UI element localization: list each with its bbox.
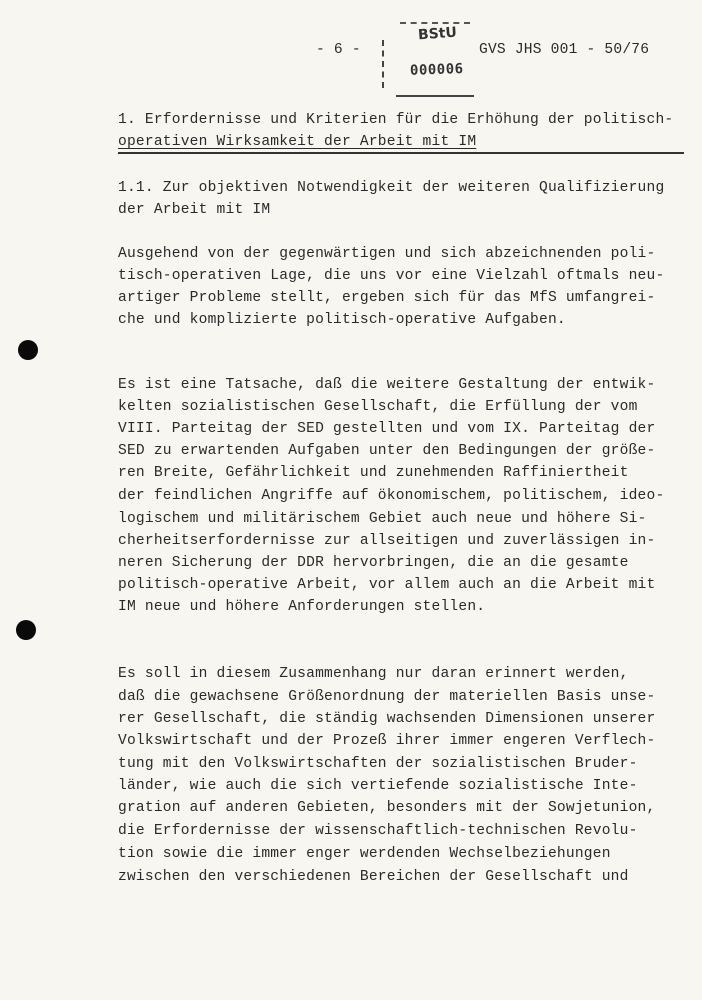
paragraph-line: logischem und militärischem Gebiet auch neue und höhere Si- <box>118 511 647 527</box>
paragraph-line: che und komplizierte politisch-operative Aufgaben. <box>118 312 566 328</box>
punch-hole-top <box>18 340 38 360</box>
paragraph-line: Volkswirtschaft und der Prozeß ihrer immer engeren Verflech- <box>118 733 656 749</box>
paragraph-line: tung mit den Volkswirtschaften der sozialistischen Bruder- <box>118 756 638 772</box>
paragraph-line: rer Gesellschaft, die ständig wachsenden Dimensionen unserer <box>118 711 656 727</box>
stamp-border-bottom <box>396 95 474 97</box>
section-heading-line-1: 1. Erfordernisse und Kriterien für die Erhöhung der politisch- <box>118 112 674 128</box>
stamp-border-left <box>382 40 384 88</box>
paragraph-line: länder, wie auch die sich vertiefende sozialistische Inte- <box>118 778 638 794</box>
paragraph-line: SED zu erwartenden Aufgaben unter den Bedingungen der größe- <box>118 443 656 459</box>
section-heading-rule <box>118 152 684 154</box>
paragraph-line: ren Breite, Gefährlichkeit und zunehmenden Raffiniertheit <box>118 465 629 481</box>
section-heading-text: operativen Wirksamkeit der Arbeit mit IM <box>118 134 477 150</box>
subsection-heading-line-1: 1.1. Zur objektiven Notwendigkeit der weiteren Qualifizierung <box>118 180 665 196</box>
section-heading-line-2 <box>118 134 476 150</box>
subsection-heading-line-2: der Arbeit mit IM <box>118 202 271 218</box>
archive-stamp-number: 000006 <box>409 61 464 79</box>
paragraph-line: VIII. Parteitag der SED gestellten und vom IX. Parteitag der <box>118 421 656 437</box>
punch-hole-bottom <box>16 620 36 640</box>
page-number: - 6 - <box>316 42 361 58</box>
stamp-border-top <box>400 22 470 24</box>
paragraph-line: cherheitserfordernisse zur allseitigen und zuverlässigen in- <box>118 533 656 549</box>
document-reference: GVS JHS 001 - 50/76 <box>479 42 650 58</box>
paragraph-line: daß die gewachsene Größenordnung der materiellen Basis unse- <box>118 689 656 705</box>
paragraph-line: politisch-operative Arbeit, vor allem auch an die Arbeit mit <box>118 577 656 593</box>
paragraph-line: Es soll in diesem Zusammenhang nur daran erinnert werden, <box>118 666 629 682</box>
paragraph-line: Es ist eine Tatsache, daß die weitere Gestaltung der entwik- <box>118 377 656 393</box>
paragraph-line: zwischen den verschiedenen Bereichen der Gesellschaft und <box>118 869 629 885</box>
paragraph-line: artiger Probleme stellt, ergeben sich für das MfS umfangrei- <box>118 290 656 306</box>
paragraph-line: tisch-operativen Lage, die uns vor eine Vielzahl oftmals neu- <box>118 268 665 284</box>
paragraph-line: Ausgehend von der gegenwärtigen und sich abzeichnenden poli- <box>118 246 656 262</box>
archive-stamp-label: BStU <box>417 24 458 44</box>
paragraph-line: neren Sicherung der DDR hervorbringen, die an die gesamte <box>118 555 629 571</box>
paragraph-line: gration auf anderen Gebieten, besonders mit der Sowjetunion, <box>118 800 656 816</box>
paragraph-line: tion sowie die immer enger werdenden Wechselbeziehungen <box>118 846 611 862</box>
paragraph-line: der feindlichen Angriffe auf ökonomischem, politischem, ideo- <box>118 488 665 504</box>
paragraph-line: die Erfordernisse der wissenschaftlich-technischen Revolu- <box>118 823 638 839</box>
paragraph-line: IM neue und höhere Anforderungen stellen. <box>118 599 486 615</box>
paragraph-line: kelten sozialistischen Gesellschaft, die Erfüllung der vom <box>118 399 638 415</box>
